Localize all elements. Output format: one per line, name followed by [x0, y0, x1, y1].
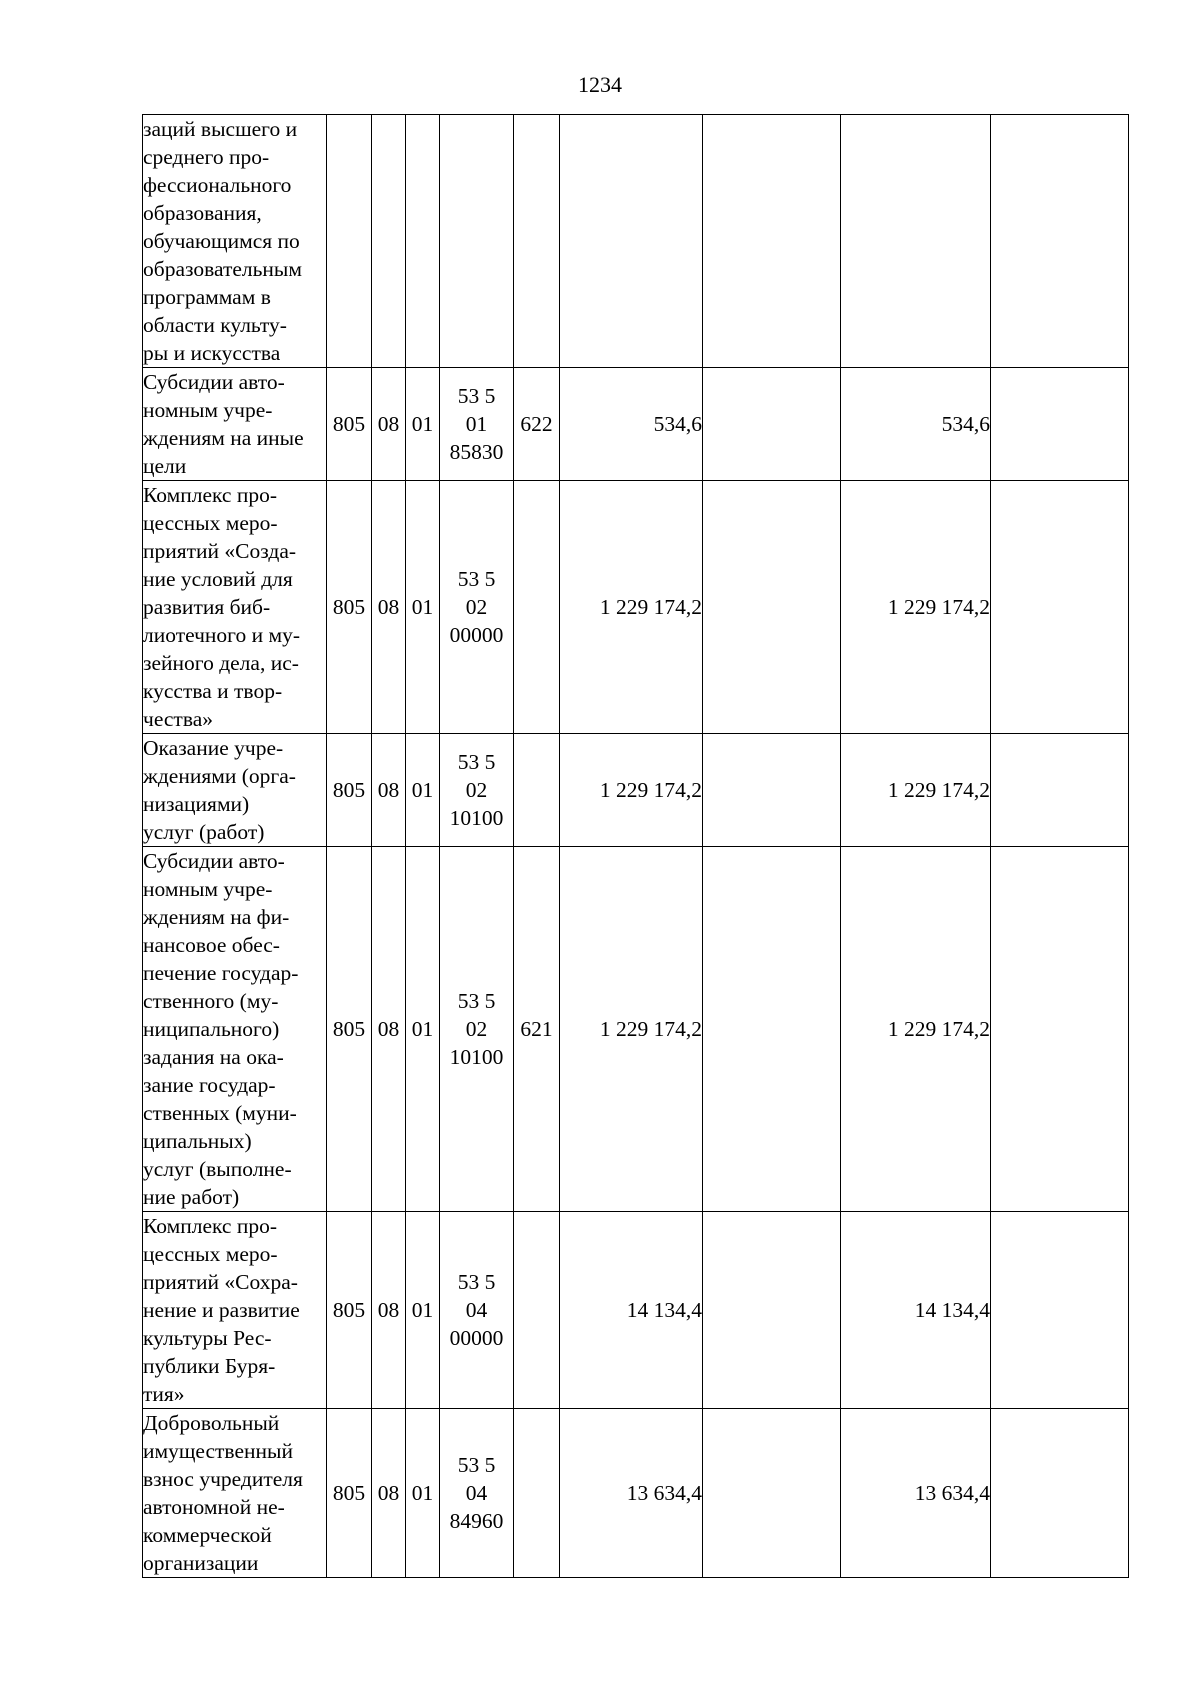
- row-name-line: приятий «Сохра-: [143, 1270, 298, 1294]
- row-name-line: приятий «Созда-: [143, 539, 297, 563]
- amount-cell: 1 229 174,2: [560, 734, 703, 847]
- empty-cell: [703, 481, 841, 734]
- row-name-line: ственного (му-: [143, 989, 279, 1013]
- row-name-line: номным учре-: [143, 398, 273, 422]
- row-name-line: Комплекс про-: [143, 1214, 277, 1238]
- expense-type-cell: [514, 1409, 560, 1578]
- table-row: [143, 368, 1129, 481]
- target-article-cell: [440, 847, 514, 1212]
- empty-cell: [703, 368, 841, 481]
- ved-code-cell: 805: [327, 368, 372, 481]
- expense-type-cell: [514, 115, 560, 368]
- row-name-line: тия»: [143, 1382, 185, 1406]
- empty-cell: [703, 734, 841, 847]
- empty-cell: [991, 734, 1129, 847]
- subsection-code-cell: 01: [406, 734, 440, 847]
- row-name-line: среднего про-: [143, 145, 270, 169]
- target-article-part: 53 5: [457, 1270, 496, 1294]
- target-article-part: 53 5: [457, 384, 496, 408]
- ved-code-cell: 805: [327, 1212, 372, 1409]
- row-name-line: зейного дела, ис-: [143, 651, 299, 675]
- row-name-line: автономной не-: [143, 1495, 285, 1519]
- row-name-line: образования,: [143, 201, 262, 225]
- row-name-line: ждениям на иные: [143, 426, 304, 450]
- ved-code-cell: 805: [327, 734, 372, 847]
- row-name-cell: [143, 115, 327, 368]
- row-name-line: цели: [143, 454, 187, 478]
- row-name-line: организации: [143, 1551, 259, 1575]
- ved-code-cell: 805: [327, 481, 372, 734]
- section-code-cell: 08: [372, 734, 406, 847]
- section-code-cell: 08: [372, 481, 406, 734]
- section-code-cell: 08: [372, 847, 406, 1212]
- amount-total-cell: 1 229 174,2: [841, 847, 991, 1212]
- row-name-cell: [143, 734, 327, 847]
- row-name-line: ждениям на фи-: [143, 905, 290, 929]
- row-name-line: ры и искусства: [143, 341, 281, 365]
- amount-cell: [560, 115, 703, 368]
- row-name-line: номным учре-: [143, 877, 273, 901]
- row-name-line: ние условий для: [143, 567, 293, 591]
- target-article-part: 10100: [449, 1045, 504, 1069]
- row-name-line: культуры Рес-: [143, 1326, 272, 1350]
- section-code-cell: 08: [372, 1409, 406, 1578]
- target-article-part: 02: [465, 595, 488, 619]
- row-name-line: ственных (муни-: [143, 1101, 297, 1125]
- target-article-part: 84960: [449, 1509, 504, 1533]
- page-number: 1234: [578, 72, 622, 97]
- amount-cell: 14 134,4: [560, 1212, 703, 1409]
- target-article-part: 04: [465, 1481, 488, 1505]
- row-name-line: ниципального): [143, 1017, 280, 1041]
- target-article-part: 01: [465, 412, 488, 436]
- row-name-cell: [143, 1409, 327, 1578]
- table-row: [143, 481, 1129, 734]
- row-name-line: ние работ): [143, 1185, 240, 1209]
- target-article-cell: [440, 1409, 514, 1578]
- expense-type-cell: [514, 734, 560, 847]
- amount-cell: 1 229 174,2: [560, 481, 703, 734]
- row-name-line: развития биб-: [143, 595, 271, 619]
- expense-type-cell: 621: [514, 847, 560, 1212]
- target-article-part: 02: [465, 1017, 488, 1041]
- target-article-part: 53 5: [457, 567, 496, 591]
- amount-cell: 13 634,4: [560, 1409, 703, 1578]
- row-name-line: Оказание учре-: [143, 736, 284, 760]
- target-article-part: 85830: [449, 440, 504, 464]
- row-name-line: обучающимся по: [143, 229, 300, 253]
- row-name-line: области культу-: [143, 313, 287, 337]
- target-article-cell: [440, 368, 514, 481]
- row-name-line: нение и развитие: [143, 1298, 300, 1322]
- row-name-line: ждениями (орга-: [143, 764, 296, 788]
- empty-cell: [991, 481, 1129, 734]
- table-row: [143, 115, 1129, 368]
- target-article-part: 00000: [449, 1326, 504, 1350]
- row-name-line: Добровольный: [143, 1411, 280, 1435]
- amount-cell: 1 229 174,2: [560, 847, 703, 1212]
- subsection-code-cell: 01: [406, 368, 440, 481]
- empty-cell: [991, 1409, 1129, 1578]
- subsection-code-cell: 01: [406, 481, 440, 734]
- amount-total-cell: 1 229 174,2: [841, 734, 991, 847]
- row-name-cell: [143, 847, 327, 1212]
- empty-cell: [703, 847, 841, 1212]
- row-name-line: цессных меро-: [143, 1242, 278, 1266]
- table-row: [143, 1409, 1129, 1578]
- row-name-line: ципальных): [143, 1129, 252, 1153]
- row-name-line: коммерческой: [143, 1523, 272, 1547]
- amount-total-cell: 13 634,4: [841, 1409, 991, 1578]
- section-code-cell: 08: [372, 1212, 406, 1409]
- row-name-line: лиотечного и му-: [143, 623, 300, 647]
- row-name-line: услуг (работ): [143, 820, 265, 844]
- subsection-code-cell: 01: [406, 847, 440, 1212]
- row-name-line: Субсидии авто-: [143, 370, 285, 394]
- row-name-cell: [143, 1212, 327, 1409]
- row-name-line: печение государ-: [143, 961, 299, 985]
- row-name-line: Субсидии авто-: [143, 849, 285, 873]
- amount-total-cell: 534,6: [841, 368, 991, 481]
- subsection-code-cell: 01: [406, 1212, 440, 1409]
- expense-type-cell: [514, 1212, 560, 1409]
- row-name-line: нансовое обес-: [143, 933, 280, 957]
- subsection-code-cell: [406, 115, 440, 368]
- target-article-part: 10100: [449, 806, 504, 830]
- empty-cell: [703, 1409, 841, 1578]
- target-article-part: 04: [465, 1298, 488, 1322]
- table-body: [143, 115, 1129, 1578]
- target-article-cell: [440, 481, 514, 734]
- row-name-line: Комплекс про-: [143, 483, 277, 507]
- row-name-line: взнос учредителя: [143, 1467, 303, 1491]
- empty-cell: [703, 115, 841, 368]
- row-name-line: публики Буря-: [143, 1354, 276, 1378]
- empty-cell: [991, 368, 1129, 481]
- row-name-line: низациями): [143, 792, 250, 816]
- empty-cell: [991, 847, 1129, 1212]
- target-article-part: 53 5: [457, 989, 496, 1013]
- row-name-line: программам в: [143, 285, 271, 309]
- target-article-part: 53 5: [457, 750, 496, 774]
- table-row: [143, 847, 1129, 1212]
- expense-type-cell: 622: [514, 368, 560, 481]
- budget-table: [142, 114, 1129, 1578]
- table-row: [143, 1212, 1129, 1409]
- subsection-code-cell: 01: [406, 1409, 440, 1578]
- empty-cell: [703, 1212, 841, 1409]
- row-name-cell: [143, 368, 327, 481]
- row-name-line: образовательным: [143, 257, 302, 281]
- target-article-part: 53 5: [457, 1453, 496, 1477]
- amount-cell: 534,6: [560, 368, 703, 481]
- row-name-line: задания на ока-: [143, 1045, 284, 1069]
- target-article-part: 02: [465, 778, 488, 802]
- target-article-cell: [440, 734, 514, 847]
- ved-code-cell: 805: [327, 1409, 372, 1578]
- ved-code-cell: [327, 115, 372, 368]
- target-article-cell: [440, 1212, 514, 1409]
- amount-total-cell: [841, 115, 991, 368]
- table-row: [143, 734, 1129, 847]
- row-name-line: зание государ-: [143, 1073, 276, 1097]
- row-name-cell: [143, 481, 327, 734]
- section-code-cell: [372, 115, 406, 368]
- row-name-line: услуг (выполне-: [143, 1157, 292, 1181]
- section-code-cell: 08: [372, 368, 406, 481]
- target-article-cell: [440, 115, 514, 368]
- row-name-line: фессионального: [143, 173, 292, 197]
- row-name-line: кусства и твор-: [143, 679, 283, 703]
- amount-total-cell: 14 134,4: [841, 1212, 991, 1409]
- row-name-line: цессных меро-: [143, 511, 278, 535]
- row-name-line: чества»: [143, 707, 213, 731]
- expense-type-cell: [514, 481, 560, 734]
- empty-cell: [991, 115, 1129, 368]
- row-name-line: заций высшего и: [143, 117, 298, 141]
- empty-cell: [991, 1212, 1129, 1409]
- row-name-line: имущественный: [143, 1439, 293, 1463]
- target-article-part: 00000: [449, 623, 504, 647]
- ved-code-cell: 805: [327, 847, 372, 1212]
- amount-total-cell: 1 229 174,2: [841, 481, 991, 734]
